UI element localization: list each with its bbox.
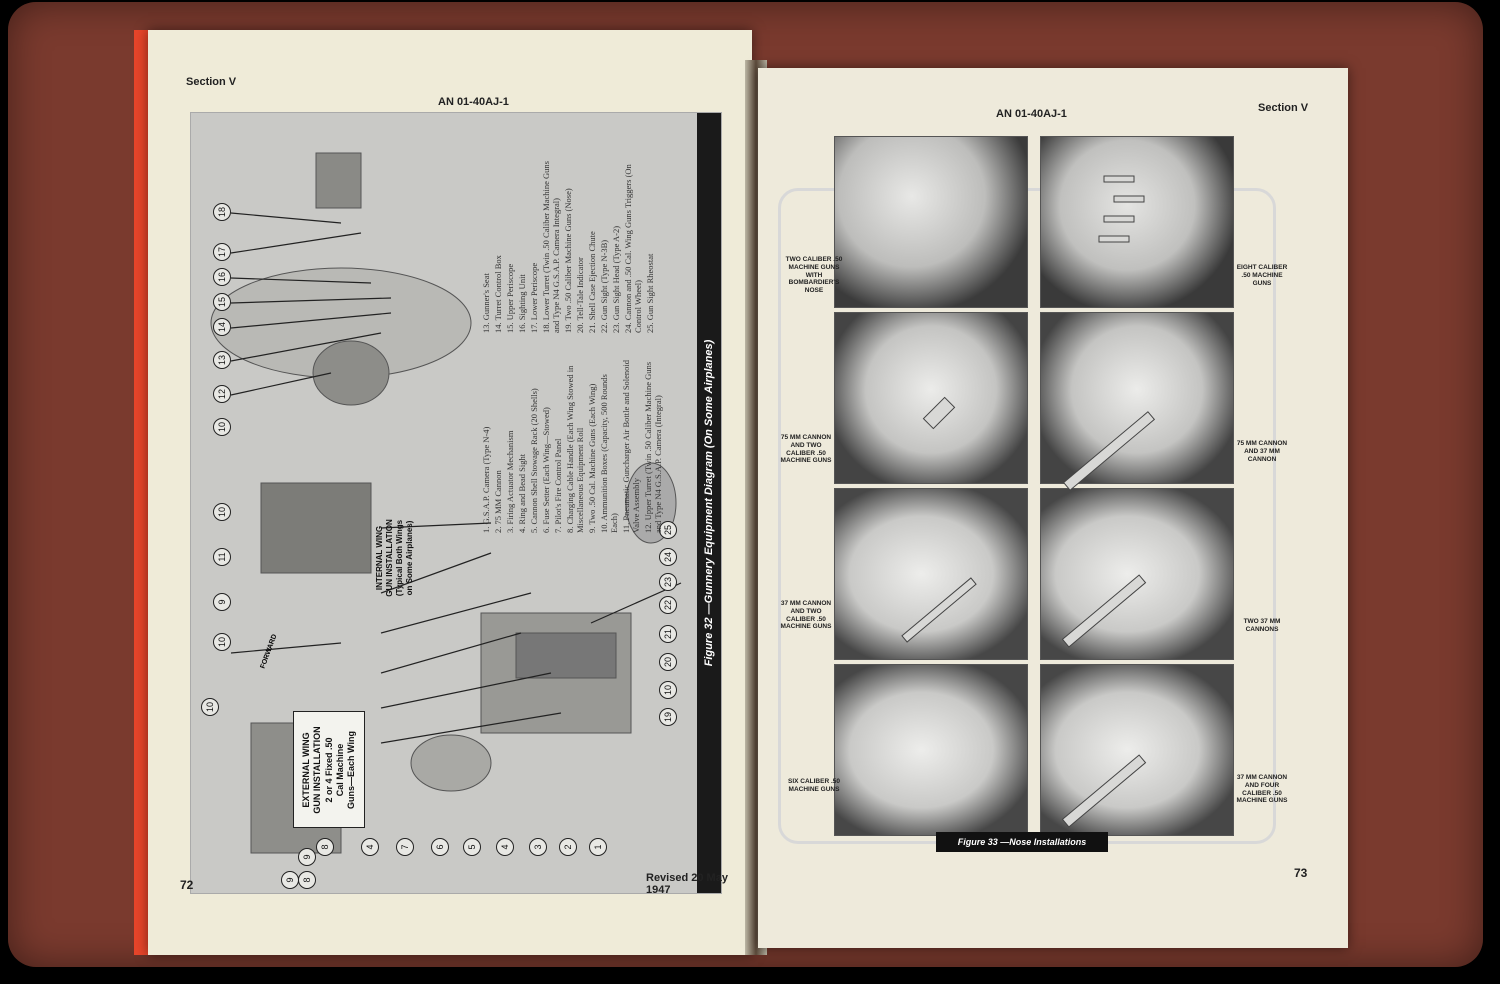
figure-32-caption: Figure 32 —Gunnery Equipment Diagram (On Some Airplanes) (703, 339, 715, 667)
legend-item: 16. Sighting Unit (517, 274, 527, 333)
legend-item: 24. Cannon and .50 Cal. Wing Guns Triggers (On Control Wheel) (623, 164, 643, 333)
legend-item: 14. Turret Control Box (493, 255, 503, 333)
callout-10: 10 (213, 418, 231, 436)
callout-17: 17 (213, 243, 231, 261)
legend-item: 12. Upper Turret (Twin .50 Caliber Machine Guns and Type N4 G.S.A.P. Camera (Integral) (643, 361, 663, 533)
callout-right-25: 25 (659, 521, 677, 539)
callout-wing-10a: 10 (213, 503, 231, 521)
callout-bottom-10: 10 (201, 698, 219, 716)
legend-item: 23. Gun Sight Head (Type A-2) (611, 225, 621, 333)
callout-bottom-2: 2 (559, 838, 577, 856)
callout-bottom-9a: 9 (298, 848, 316, 866)
callout-wing-10b: 10 (213, 633, 231, 651)
callout-18: 18 (213, 203, 231, 221)
callout-right-22: 22 (659, 596, 677, 614)
legend-item: 9. Two .50 Cal. Machine Guns (Each Wing) (587, 383, 597, 533)
label-eight-guns: EIGHT CALIBER .50 MACHINE GUNS (1236, 264, 1288, 287)
external-wing-gun-box: EXTERNAL WING GUN INSTALLATION 2 or 4 Fixed .50 Cal Machine Guns—Each Wing (293, 711, 365, 828)
label-37mm-four-guns: 37 MM CANNON AND FOUR CALIBER .50 MACHINE GUNS (1236, 774, 1288, 805)
left-page-number: 72 (180, 878, 194, 892)
legend-item: 3. Firing Actuator Mechanism (505, 430, 515, 533)
legend-item: 8. Charging Cable Handle (Each Wing Stowed in Miscellaneous Equipment Roll (565, 365, 585, 533)
callout-bottom-8a: 8 (316, 838, 334, 856)
label-bombardier-nose: TWO CALIBER .50 MACHINE GUNS WITH BOMBARDIER'S NOSE (785, 256, 843, 295)
callout-right-24: 24 (659, 548, 677, 566)
legend-item: 21. Shell Case Ejection Chute (587, 231, 597, 333)
callout-bottom-5: 5 (463, 838, 481, 856)
callout-bottom-8b: 8 (298, 871, 316, 889)
legend-item: 1. G.S.A.P. Camera (Type N-4) (481, 426, 491, 533)
callout-wing-11: 11 (213, 548, 231, 566)
callout-12: 12 (213, 385, 231, 403)
label-75mm-37mm: 75 MM CANNON AND 37 MM CANNON (1236, 440, 1288, 463)
gunnery-diagram (190, 112, 722, 894)
legend-item: 2. 75 MM Cannon (493, 470, 503, 533)
callout-bottom-9b: 9 (281, 871, 299, 889)
figure-32-caption-bar (697, 113, 721, 893)
legend-item: 18. Lower Turret (Twin .50 Caliber Machine Guns and Type N4 G.S.A.P. Camera Integral) (541, 161, 561, 333)
label-six-guns: SIX CALIBER .50 MACHINE GUNS (787, 778, 840, 793)
callout-bottom-4b: 4 (496, 838, 514, 856)
callout-right-21: 21 (659, 625, 677, 643)
legend-item: 25. Gun Sight Rheostat (645, 253, 655, 333)
figure-33-caption: Figure 33 —Nose Installations (936, 832, 1108, 852)
legend-item: 7. Pilot's Fire Control Panel (553, 438, 563, 533)
legend-item: 17. Lower Periscope (529, 262, 539, 333)
label-two-37mm: TWO 37 MM CANNONS (1243, 618, 1281, 633)
forward-label: FORWARD (259, 633, 279, 670)
legend-item: 22. Gun Sight (Type N-3B) (599, 239, 609, 333)
revised-date: Revised 20 May 1947 (646, 872, 728, 896)
callout-bottom-6: 6 (431, 838, 449, 856)
internal-wing-gun-label: INTERNAL WING GUN INSTALLATION (Typical Both Wings on Some Airplanes) (375, 519, 414, 597)
callout-15: 15 (213, 293, 231, 311)
callout-bottom-1: 1 (589, 838, 607, 856)
right-section-header: Section V (1258, 102, 1309, 114)
gun-barrels (834, 136, 1230, 872)
legend-item: 10. Ammunition Boxes (Capacity, 500 Rounds Each) (599, 374, 619, 533)
label-37mm-two-guns: 37 MM CANNON AND TWO CALIBER .50 MACHINE GUNS (780, 600, 832, 631)
callout-16: 16 (213, 268, 231, 286)
left-page (148, 30, 752, 955)
right-page-number: 73 (1294, 866, 1308, 880)
left-section-header: Section V (186, 76, 237, 88)
legend-item: 19. Two .50 Caliber Machine Guns (Nose) (563, 188, 573, 333)
legend-item: 4. Ring and Bead Sight (517, 453, 527, 533)
right-page (758, 68, 1348, 948)
callout-right-20: 20 (659, 653, 677, 671)
legend-item: 11. Pneumatic Guncharger Air Bottle and Solenoid Valve Assembly (621, 359, 641, 533)
legend-item: 5. Cannon Shell Stowage Rack (20 Shells) (529, 388, 539, 533)
label-75mm-two-guns: 75 MM CANNON AND TWO CALIBER .50 MACHINE GUNS (780, 434, 832, 465)
left-doc-id: AN 01-40AJ-1 (438, 96, 509, 108)
parts-legend (481, 153, 721, 533)
callout-bottom-3: 3 (529, 838, 547, 856)
callout-right-23: 23 (659, 573, 677, 591)
callout-bottom-4a: 4 (361, 838, 379, 856)
callout-wing-9: 9 (213, 593, 231, 611)
nose-photo-grid (834, 136, 1230, 872)
callout-13: 13 (213, 351, 231, 369)
legend-item: 13. Gunner's Seat (481, 273, 491, 333)
callout-bottom-7: 7 (396, 838, 414, 856)
callout-14: 14 (213, 318, 231, 336)
legend-item: 6. Fuse Setter (Each Wing—Stowed) (541, 407, 551, 533)
legend-item: 20. Tell-Tale Indicator (575, 257, 585, 333)
legend-item: 15. Upper Periscope (505, 263, 515, 333)
right-doc-id: AN 01-40AJ-1 (996, 108, 1067, 120)
callout-right-19: 19 (659, 708, 677, 726)
callout-right-10: 10 (659, 681, 677, 699)
